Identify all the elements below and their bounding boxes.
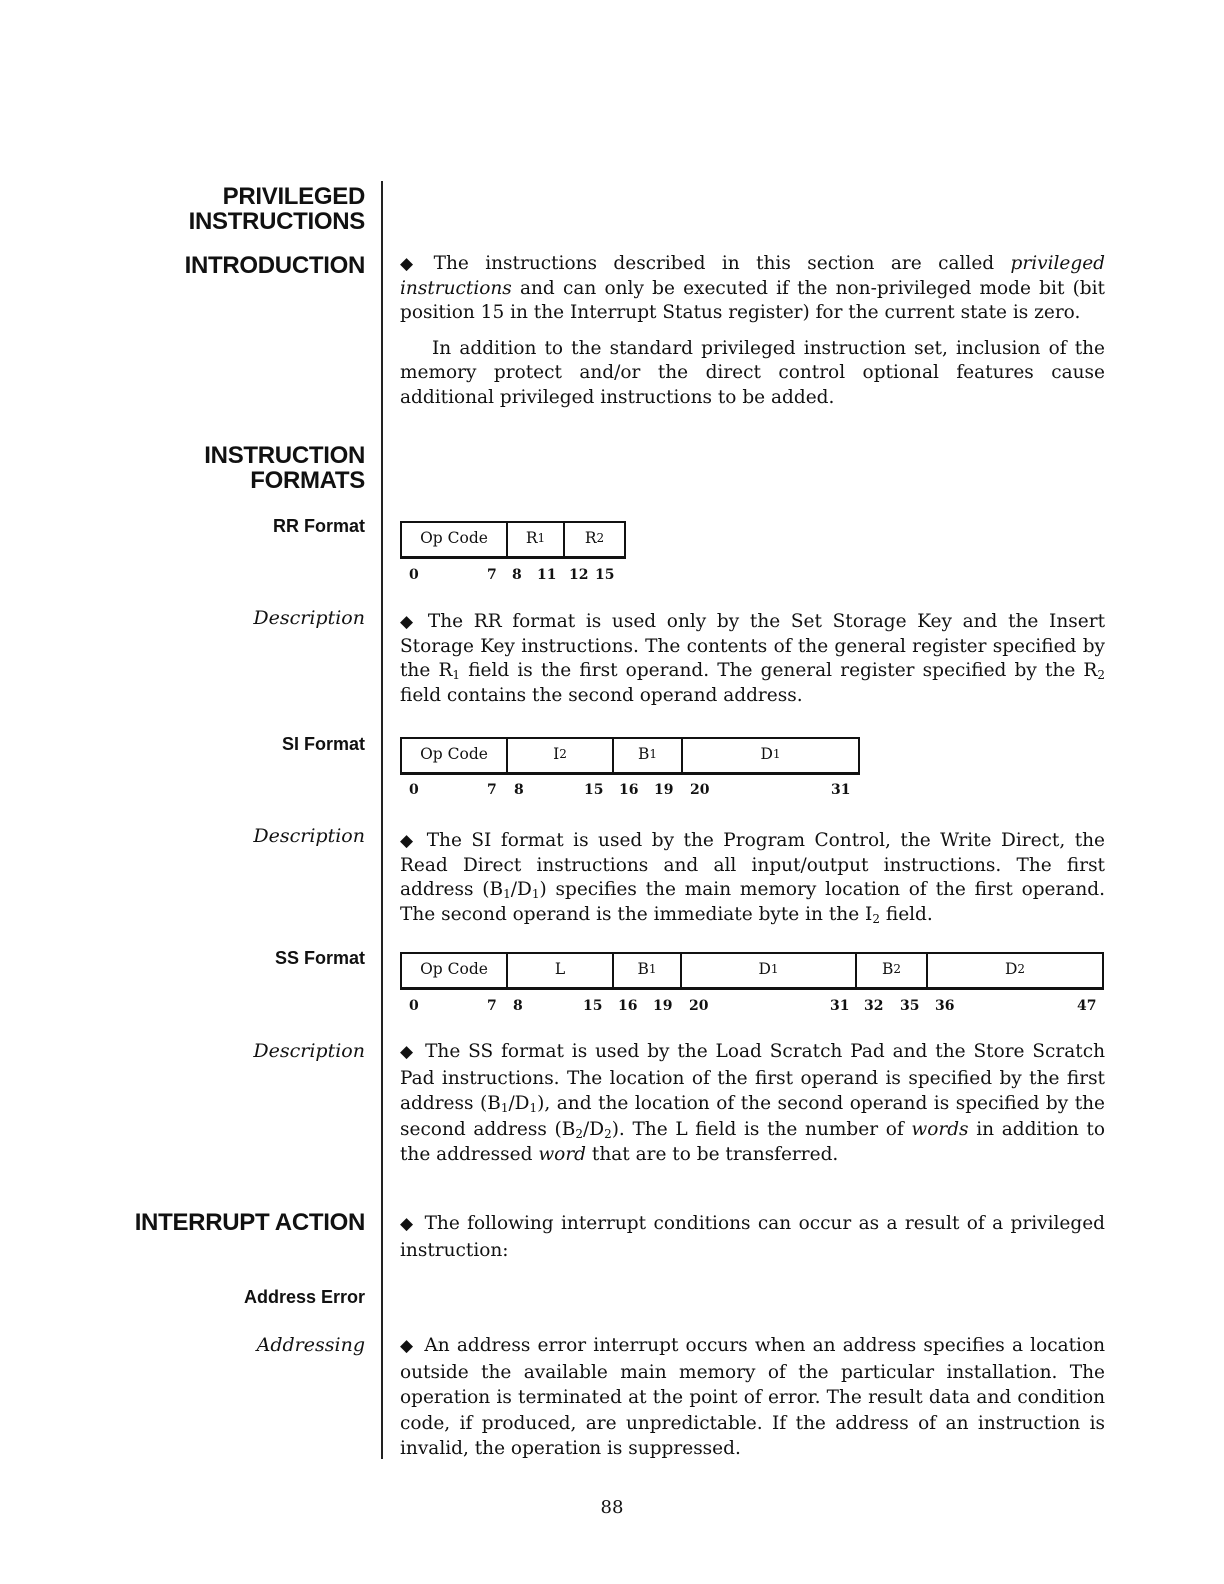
si-format-diagram — [400, 737, 860, 775]
rr-description: ◆ The RR format is used only by the Set Storage Key and the Insert Storage Key instructions. The contents of the general register specified by the $R_1$ field is the first operand. The general register specified by the $R_2$ field contains the second operand address. — [400, 611, 1106, 706]
section-heading-interrupt-action: INTERRUPT ACTION — [134, 1209, 365, 1236]
subheading-rr-format: RR Format — [272, 516, 365, 536]
introduction-paragraph-2: In addition to the standard privileged instruction set, inclusion of the memory protect and/or the direct control optional features cause additional privileged instructions to be added. — [400, 337, 1105, 408]
section-heading-instruction-formats: INSTRUCTION FORMATS — [204, 442, 365, 494]
label-description-rr: Description — [253, 607, 365, 629]
field-b2: B 2 — [857, 954, 928, 987]
field-r1: R 1 — [508, 523, 565, 556]
subheading-ss-format: SS Format — [274, 948, 365, 968]
bullet-diamond-icon: ◆ — [400, 254, 424, 274]
field-i2: I 2 — [508, 739, 614, 772]
section-heading-privileged: PRIVILEGED INSTRUCTIONS — [188, 183, 365, 235]
label-description-ss: Description — [253, 1040, 365, 1062]
margin-rule — [381, 181, 383, 1459]
interrupt-action-text: ◆ The following interrupt conditions can occur as a result of a privileged instruction: — [400, 1213, 1106, 1261]
bullet-diamond-icon: ◆ — [400, 1214, 415, 1234]
si-description: ◆ The SI format is used by the Program Control, the Write Direct, the Read Direct instructions and all input/output instructions. The first address $(B_1/D_1)$ specifies the main memory location of the first operand. The second operand is the immediate byte in the $I_2$ field. — [400, 830, 1106, 926]
label-addressing: Addressing — [256, 1334, 365, 1356]
addressing-text: ◆ An address error interrupt occurs when an address specifies a location outside the available main memory of the particular installation. The operation is terminated at the point of error. The result data and condition code, if produced, are unpredictable. If the address of an instruction is invalid, the operation is suppressed. — [400, 1335, 1106, 1459]
bullet-diamond-icon: ◆ — [400, 612, 418, 632]
introduction-text: ◆ The instructions described in this section are called privileged instructions and can only be executed if the non-privileged mode bit (bit position 15 in the Interrupt Status register) for the current state is zero. In addition to the standard privileged instruction set, inclusion of the memory protect and/or the direct control optional features cause additional privileged instructions to be added. — [400, 252, 1105, 410]
subheading-address-error: Address Error — [243, 1287, 365, 1307]
field-b1: B 1 — [614, 954, 682, 987]
field-op-code: Op Code — [402, 739, 508, 772]
field-r2: R 2 — [584, 528, 605, 547]
bullet-diamond-icon: ◆ — [400, 1336, 415, 1356]
field-op-code: Op Code — [402, 523, 508, 556]
field-b1: B 1 — [614, 739, 683, 772]
bullet-diamond-icon: ◆ — [400, 1042, 416, 1062]
field-l: L — [508, 954, 614, 987]
subheading-si-format: SI Format — [281, 734, 365, 754]
field-d2: D 2 — [1004, 959, 1026, 978]
field-op-code: Op Code — [402, 954, 508, 987]
bullet-diamond-icon: ◆ — [400, 831, 417, 851]
field-d1: D 1 — [682, 954, 857, 987]
ss-description: ◆ The SS format is used by the Load Scratch Pad and the Store Scratch Pad instructions. The location of the first operand is specified by the first address $(B_1/D_1)$, and the location of the second operand is specified by the second address $(B_2/D_2)$. The L field is the number of words in addition to the addressed word that are to be transferred. — [400, 1041, 1106, 1165]
rr-format-diagram — [400, 521, 626, 559]
ss-format-diagram — [400, 952, 1104, 990]
section-heading-introduction: INTRODUCTION — [184, 252, 365, 279]
label-description-si: Description — [253, 825, 365, 847]
page-number: 88 — [600, 1497, 624, 1518]
field-d1: D 1 — [760, 744, 781, 763]
